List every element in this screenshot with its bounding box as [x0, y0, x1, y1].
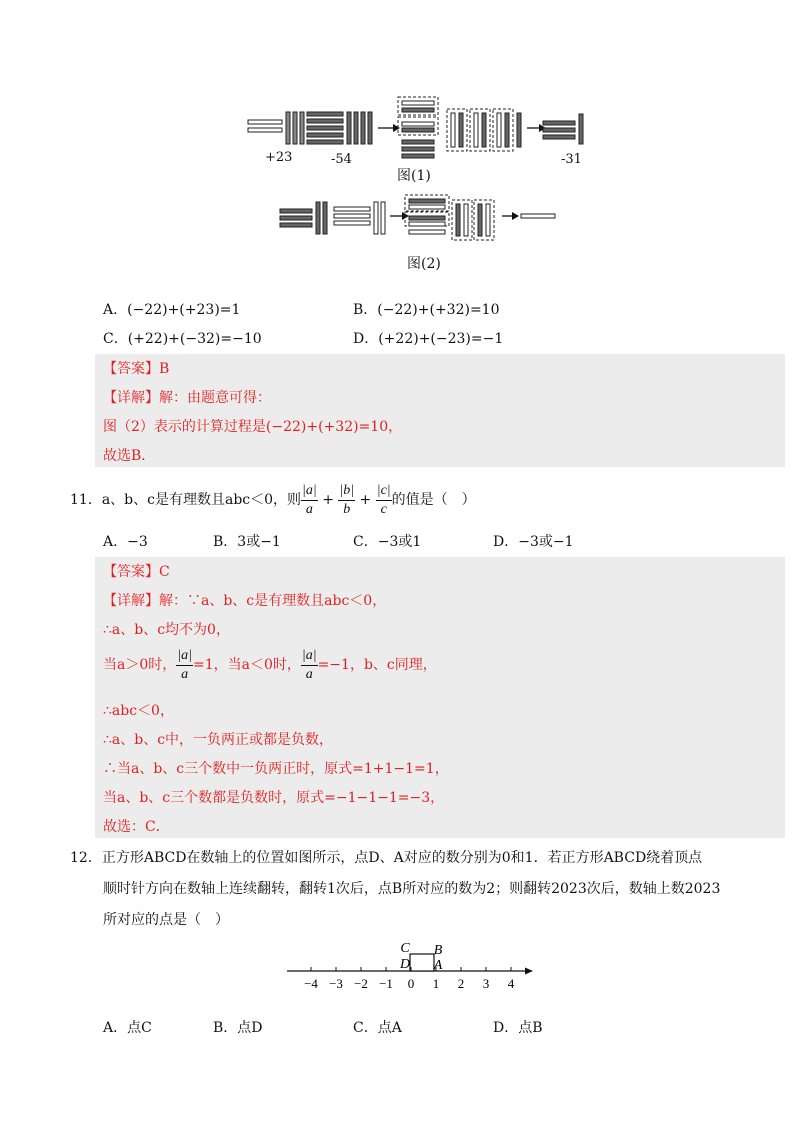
figure-1-label-plus23: +23 — [265, 150, 293, 165]
axis-tick-label: 2 — [457, 976, 465, 991]
figure-2 — [278, 192, 558, 247]
counting-rods-diagram-2 — [278, 192, 558, 247]
q11-detail-line-6: ∴当a、b、c三个数中一负两正时，原式=1+1−1=1， — [103, 761, 449, 777]
q11-detail-line-8: 故选：C． — [103, 819, 170, 835]
q10-option-d[interactable]: D．(+22)+(−23)=−1 — [353, 331, 504, 347]
q11-answer-line — [103, 561, 170, 581]
q10-answer-tag: 【答案】 — [103, 361, 159, 377]
axis-tick-label: −4 — [304, 976, 318, 991]
q11-detail-line-3 — [103, 644, 437, 686]
axis-tick-label: 3 — [482, 976, 490, 991]
q11-detail-text-3b: =1，当a＜0时， — [192, 657, 301, 673]
q11-detail-line-2: ∴a、b、c均不为0， — [103, 622, 230, 638]
q11-stem-pre: a、b、c是有理数且abc＜0，则 — [101, 492, 302, 508]
q11-detail-line-7: 当a、b、c三个数都是负数时，原式=−1−1−1=−3， — [103, 790, 445, 806]
square-abcd — [410, 954, 434, 971]
q12-option-b[interactable]: B．点D — [213, 1020, 263, 1036]
q10-answer-line — [103, 358, 169, 378]
q11-fraction-b: $\frac{|b|}{b}$ — [339, 482, 355, 517]
q11-fraction-a: $\frac{|a|}{a}$ — [302, 482, 317, 517]
figure-1-caption: 图(1) — [397, 168, 431, 184]
axis-tick-label: 1 — [432, 976, 440, 991]
figure-1-label-minus31: -31 — [561, 152, 582, 167]
q11-detail-line-1 — [103, 590, 386, 610]
q12-number-line-figure — [285, 938, 535, 993]
q12-option-c[interactable]: C．点A — [353, 1020, 402, 1036]
q10-answer-box — [95, 354, 785, 467]
axis-tick-label: −1 — [379, 976, 393, 991]
q11-fraction-c: $\frac{|c|}{c}$ — [376, 482, 391, 517]
q12-number: 12． — [70, 850, 102, 866]
q11-detail-fraction-1: $\frac{|a|}{a}$ — [177, 647, 192, 682]
q10-detail-line-1 — [103, 387, 271, 407]
q11-detail-text-3a: 当a＞0时， — [103, 657, 177, 673]
q10-detail-line-2: 图（2）表示的计算过程是(−22)+(+32)=10， — [103, 419, 403, 435]
q10-option-c[interactable]: C．(+22)+(−32)=−10 — [103, 331, 262, 347]
q11-number: 11． — [70, 492, 102, 508]
q11-option-a[interactable]: A．−3 — [103, 534, 148, 550]
q12-option-a[interactable]: A．点C — [103, 1020, 152, 1036]
vertex-label: D — [399, 957, 411, 972]
q11-option-c[interactable]: C．−3或1 — [353, 534, 422, 550]
q11-answer-box — [95, 557, 785, 838]
q11-detail-line-4: ∴abc＜0， — [103, 703, 174, 719]
axis-tick-label: 4 — [507, 976, 515, 991]
q11-option-d[interactable]: D．−3或−1 — [493, 534, 574, 550]
axis-tick-label: 0 — [407, 976, 415, 991]
q11-detail-fraction-2: $\frac{|a|}{a}$ — [301, 647, 317, 682]
q10-detail-tag: 【详解】 — [103, 390, 159, 406]
q11-detail-text-3c: =−1，b、c同理， — [317, 657, 437, 673]
q12-stem-text-1: 正方形ABCD在数轴上的位置如图所示，点D、A对应的数分别为0和1．若正方形ABCD绕着顶点 — [101, 850, 703, 866]
q12-stem-line-2: 顺时针方向在数轴上连续翻转，翻转1次后，点B所对应的数为2；则翻转2023次后，数轴上数2023 — [103, 881, 721, 897]
q11-detail-text-1: 解：∵a、b、c是有理数且abc＜0， — [159, 593, 387, 609]
q10-option-a[interactable]: A．(−22)+(+23)=1 — [103, 302, 241, 318]
q11-answer-tag: 【答案】 — [103, 564, 159, 580]
q11-stem-post: 的值是（ ） — [391, 492, 476, 508]
vertex-label: B — [433, 943, 443, 958]
q11-detail-line-5: ∴a、b、c中，一负两正或都是负数， — [103, 732, 334, 748]
figure-1-label-minus54: -54 — [331, 152, 352, 167]
q10-detail-text-1: 解：由题意可得： — [159, 390, 271, 406]
vertex-label: A — [433, 958, 443, 973]
axis-tick-label: −2 — [354, 976, 368, 991]
q12-stem-line-3: 所对应的点是（ ） — [103, 912, 229, 928]
vertex-label: C — [400, 941, 410, 956]
q11-detail-tag: 【详解】 — [103, 593, 159, 609]
q10-answer-value: B — [159, 361, 170, 377]
number-line-svg — [285, 938, 535, 993]
axis-tick-label: −3 — [329, 976, 343, 991]
q11-stem: 11．a、b、c是有理数且abc＜0，则 $\frac{|a|}{a}$ + $\frac{|b|}{b}$ + $\frac{|c|}{c}$ 的值是（ ） — [70, 482, 476, 517]
q11-answer-value: C — [159, 564, 170, 580]
figure-2-caption: 图(2) — [407, 256, 441, 272]
q12-stem-line-1 — [70, 847, 702, 867]
q12-option-d[interactable]: D．点B — [493, 1020, 543, 1036]
q10-detail-line-3: 故选B． — [103, 448, 156, 464]
q11-option-b[interactable]: B．3或−1 — [213, 534, 281, 550]
q10-option-b[interactable]: B．(−22)+(+32)=10 — [353, 302, 500, 318]
